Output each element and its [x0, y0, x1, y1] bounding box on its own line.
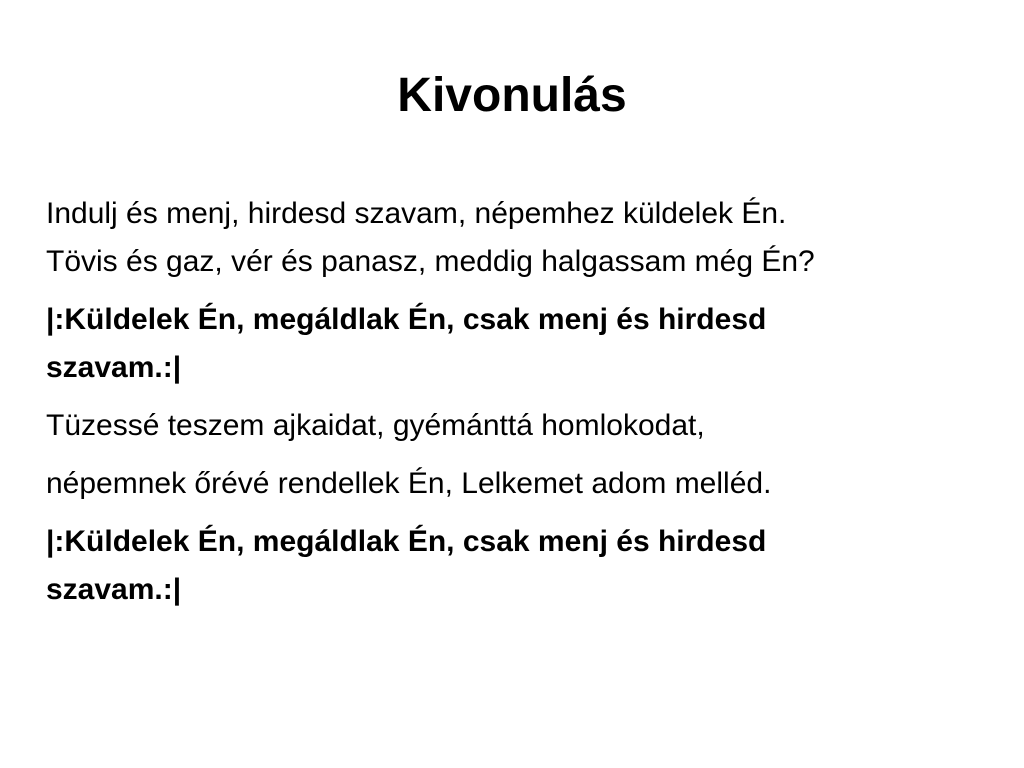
verse-paragraph: [46, 402, 986, 450]
verse-line: Indulj és menj, hirdesd szavam, népemhez küldelek Én.: [46, 197, 787, 230]
refrain-line: |:Küldelek Én, megáldlak Én, csak menj és hirdesd: [46, 303, 767, 336]
slide-title: Kivonulás: [397, 69, 627, 122]
refrain-line: |:Küldelek Én, megáldlak Én, csak menj és hirdesd: [46, 525, 767, 558]
slide-body: [46, 190, 986, 624]
refrain-line: szavam.:|: [46, 573, 182, 606]
verse-line: népemnek őrévé rendellek Én, Lelkemet adom melléd.: [46, 467, 772, 500]
refrain-paragraph: [46, 518, 986, 614]
refrain-paragraph: [46, 296, 986, 392]
verse-line: Tövis és gaz, vér és panasz, meddig halgassam még Én?: [46, 245, 815, 278]
refrain-line: szavam.:|: [46, 351, 182, 384]
verse-line: Tüzessé teszem ajkaidat, gyémánttá homlokodat,: [46, 409, 705, 442]
verse-paragraph: [46, 190, 986, 286]
verse-paragraph: [46, 460, 986, 508]
